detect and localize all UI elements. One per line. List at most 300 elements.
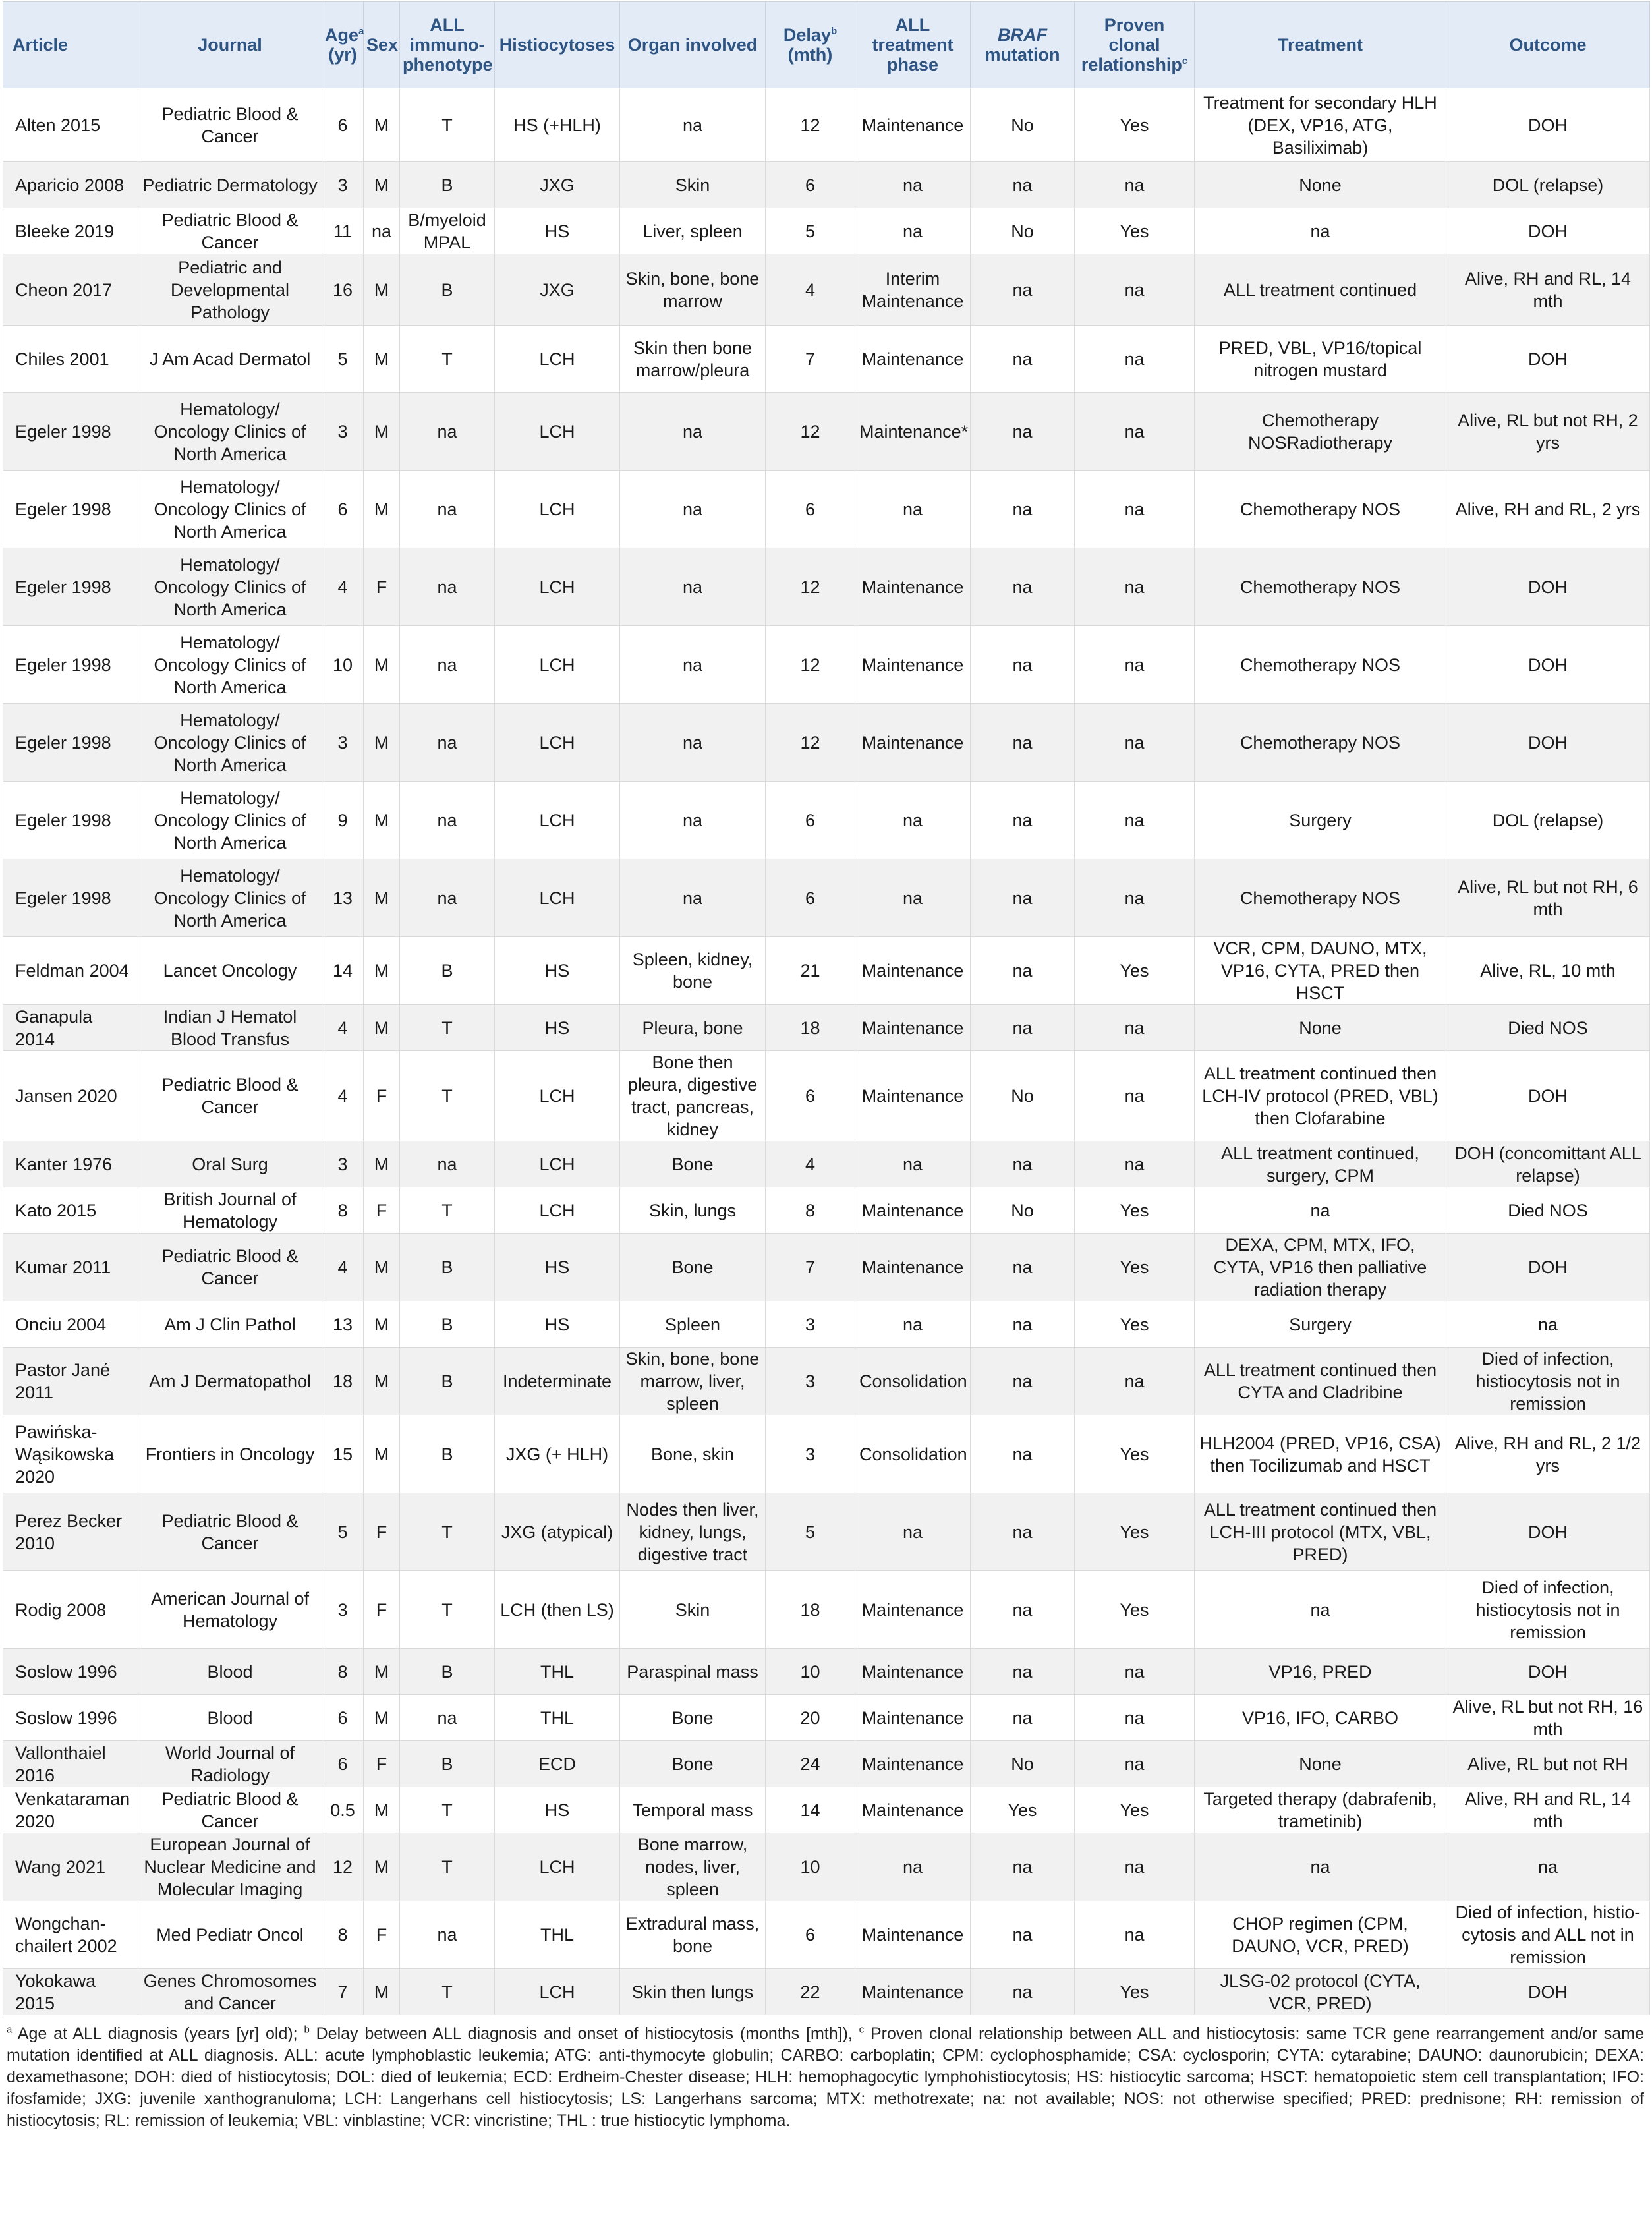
cell-age: 4 [322,1051,364,1141]
cell-organ: Spleen [620,1301,766,1348]
cell-journal: Hematology/ Oncology Clinics of North America [138,782,322,859]
cell-histiocytosis: THL [495,1695,620,1741]
cell-journal: Hematology/ Oncology Clinics of North America [138,471,322,548]
cell-clonal: na [1075,1348,1195,1415]
cell-delay: 18 [766,1005,855,1051]
cell-outcome: DOH [1446,88,1650,162]
cell-outcome: DOH [1446,1649,1650,1695]
cell-immunophenotype: na [400,704,495,782]
cell-phase: Maintenance [855,1741,971,1787]
cell-outcome: Alive, RH and RL, 2 yrs [1446,471,1650,548]
cell-phase: na [855,1141,971,1187]
cell-histiocytosis: LCH [495,548,620,626]
cell-age: 4 [322,1234,364,1301]
cell-organ: Bone marrow, nodes, liver, spleen [620,1833,766,1901]
cell-article: Chiles 2001 [3,326,138,393]
cell-delay: 6 [766,471,855,548]
cell-delay: 12 [766,88,855,162]
cell-article: Venkataraman 2020 [3,1787,138,1833]
cell-phase: Maintenance [855,704,971,782]
cell-article: Egeler 1998 [3,704,138,782]
cell-outcome: na [1446,1301,1650,1348]
cell-article: Ganapula 2014 [3,1005,138,1051]
cell-journal: Pediatric Blood & Cancer [138,1051,322,1141]
cell-braf: No [971,1051,1075,1141]
cell-sex: F [364,1051,400,1141]
cell-outcome: Alive, RL but not RH, 6 mth [1446,859,1650,937]
cell-histiocytosis: ECD [495,1741,620,1787]
cell-histiocytosis: LCH [495,626,620,704]
cell-outcome: Alive, RL but not RH, 2 yrs [1446,393,1650,471]
header-outcome: Outcome [1446,2,1650,88]
cell-delay: 6 [766,782,855,859]
cell-clonal: na [1075,626,1195,704]
cell-journal: Hematology/ Oncology Clinics of North America [138,548,322,626]
cell-age: 6 [322,88,364,162]
cell-delay: 3 [766,1301,855,1348]
cell-delay: 4 [766,1141,855,1187]
cell-histiocytosis: LCH [495,393,620,471]
cell-treatment: Chemotherapy NOSRadiotherapy [1195,393,1446,471]
cell-immunophenotype: na [400,548,495,626]
cell-treatment: ALL treatment continued, surgery, CPM [1195,1141,1446,1187]
cell-histiocytosis: HS [495,208,620,254]
cell-delay: 5 [766,208,855,254]
cell-journal: American Journal of Hematology [138,1571,322,1649]
cell-clonal: Yes [1075,1415,1195,1493]
cell-outcome: Alive, RH and RL, 14 mth [1446,254,1650,326]
cell-journal: Med Pediatr Oncol [138,1901,322,1969]
cell-treatment: na [1195,1833,1446,1901]
table-row [3,1493,1650,1571]
cell-organ: Skin [620,162,766,208]
cell-treatment: None [1195,162,1446,208]
cell-phase: Maintenance [855,937,971,1005]
table-row [3,326,1650,393]
cell-histiocytosis: JXG (atypical) [495,1493,620,1571]
cell-braf: na [971,1348,1075,1415]
case-table [3,1,1650,2015]
table-row [3,254,1650,326]
cell-clonal: na [1075,782,1195,859]
cell-organ: Extradural mass, bone [620,1901,766,1969]
cell-delay: 18 [766,1571,855,1649]
cell-age: 15 [322,1415,364,1493]
table-row [3,1969,1650,2015]
cell-treatment: Chemotherapy NOS [1195,471,1446,548]
cell-sex: M [364,704,400,782]
header-article: Article [3,2,138,88]
cell-treatment: na [1195,1187,1446,1234]
cell-sex: F [364,1741,400,1787]
cell-clonal: na [1075,1141,1195,1187]
cell-immunophenotype: B/myeloid MPAL [400,208,495,254]
cell-clonal: na [1075,254,1195,326]
cell-delay: 7 [766,1234,855,1301]
table-row [3,937,1650,1005]
cell-clonal: na [1075,1741,1195,1787]
cell-phase: na [855,782,971,859]
cell-phase: na [855,1833,971,1901]
cell-article: Egeler 1998 [3,471,138,548]
table-row [3,1833,1650,1901]
footnote: $^a$ Age at ALL diagnosis (years [yr] old); $^b$ Delay between ALL diagnosis and onset of histiocytosis (months [mth]), $^c$ Proven clonal relationship between ALL and histiocytosis: same TCR gene rearrangement and/or same mutation identified at ALL diagnosis. ALL: acute lymphoblastic leukemia; ATG: anti-thymocyte globulin; CARBO: carboplatin; CPM: cyclophosphamide; CSA: cyclosporin; CYTA: cytarabine; DAUNO: daunorubicin; DEXA: dexamethasone; DOH: died of histiocytosis; DOL: died of leukemia; ECD: Erdheim-Chester disease; HLH: hemophagocytic lymphohistiocytosis; HS: histiocytic sarcoma; HSCT: hematopoietic stem cell transplantation; IFO: ifosfamide; JXG: juvenile xanthogranuloma; LCH: Langerhans cell histiocytosis; LS: Langerhans sarcoma; MTX: methotrexate; na: not available; NOS: not otherwise specified; PRED: prednisone; RH: remission of histiocytosis; RL: remission of leukemia; VBL: vinblastine; VCR: vincristine; THL : true histiocytic lymphoma. [7,2024,1644,2130]
cell-treatment: None [1195,1005,1446,1051]
cell-sex: M [364,393,400,471]
cell-histiocytosis: LCH [495,1833,620,1901]
cell-outcome: Died of infection, histiocytosis not in remission [1446,1348,1650,1415]
cell-braf: na [971,548,1075,626]
cell-immunophenotype: B [400,1301,495,1348]
cell-immunophenotype: T [400,1493,495,1571]
cell-clonal: na [1075,1005,1195,1051]
cell-clonal: Yes [1075,1571,1195,1649]
cell-phase: Maintenance [855,326,971,393]
cell-clonal: Yes [1075,208,1195,254]
cell-journal: Pediatric Blood & Cancer [138,1234,322,1301]
cell-clonal: na [1075,1051,1195,1141]
cell-clonal: Yes [1075,1787,1195,1833]
cell-outcome: DOH [1446,326,1650,393]
cell-age: 6 [322,1695,364,1741]
cell-immunophenotype: na [400,859,495,937]
cell-article: Pawińska-Wąsikowska 2020 [3,1415,138,1493]
cell-journal: Indian J Hematol Blood Transfus [138,1005,322,1051]
cell-immunophenotype: B [400,937,495,1005]
cell-sex: M [364,1141,400,1187]
cell-clonal: Yes [1075,1301,1195,1348]
cell-article: Kumar 2011 [3,1234,138,1301]
cell-journal: Hematology/ Oncology Clinics of North America [138,704,322,782]
table-row [3,1301,1650,1348]
cell-outcome: DOH [1446,1234,1650,1301]
cell-organ: Skin [620,1571,766,1649]
cell-organ: Skin then lungs [620,1969,766,2015]
cell-age: 8 [322,1187,364,1234]
cell-braf: Yes [971,1787,1075,1833]
cell-outcome: Died of infection, histio-cytosis and ALL not in remission [1446,1901,1650,1969]
cell-organ: Paraspinal mass [620,1649,766,1695]
cell-outcome: DOH [1446,208,1650,254]
cell-phase: Maintenance [855,626,971,704]
cell-phase: Consolidation [855,1415,971,1493]
cell-treatment: Chemotherapy NOS [1195,626,1446,704]
cell-phase: Maintenance* [855,393,971,471]
cell-sex: M [364,782,400,859]
cell-clonal: na [1075,471,1195,548]
cell-journal: Pediatric Blood & Cancer [138,208,322,254]
cell-treatment: na [1195,208,1446,254]
cell-clonal: na [1075,1695,1195,1741]
table-row [3,1348,1650,1415]
cell-histiocytosis: Indeterminate [495,1348,620,1415]
cell-treatment: PRED, VBL, VP16/topical nitrogen mustard [1195,326,1446,393]
cell-immunophenotype: B [400,1741,495,1787]
cell-immunophenotype: T [400,1833,495,1901]
cell-immunophenotype: T [400,1571,495,1649]
cell-age: 3 [322,704,364,782]
cell-delay: 20 [766,1695,855,1741]
cell-treatment: ALL treatment continued then CYTA and Cladribine [1195,1348,1446,1415]
cell-histiocytosis: JXG [495,254,620,326]
cell-article: Feldman 2004 [3,937,138,1005]
header-braf: BRAF mutation [971,2,1075,88]
cell-age: 4 [322,1005,364,1051]
cell-organ: Pleura, bone [620,1005,766,1051]
cell-age: 12 [322,1833,364,1901]
cell-treatment: ALL treatment continued [1195,254,1446,326]
cell-organ: na [620,88,766,162]
cell-treatment: Chemotherapy NOS [1195,704,1446,782]
cell-delay: 12 [766,393,855,471]
cell-histiocytosis: LCH [495,704,620,782]
cell-clonal: Yes [1075,937,1195,1005]
cell-histiocytosis: LCH [495,1051,620,1141]
cell-organ: Bone then pleura, digestive tract, pancreas, kidney [620,1051,766,1141]
cell-braf: na [971,254,1075,326]
cell-clonal: na [1075,548,1195,626]
cell-sex: M [364,937,400,1005]
cell-journal: Oral Surg [138,1141,322,1187]
cell-braf: na [971,1969,1075,2015]
cell-immunophenotype: T [400,1005,495,1051]
cell-sex: F [364,1571,400,1649]
cell-organ: Temporal mass [620,1787,766,1833]
cell-clonal: na [1075,162,1195,208]
cell-braf: na [971,1301,1075,1348]
table-row [3,208,1650,254]
cell-age: 14 [322,937,364,1005]
cell-journal: Lancet Oncology [138,937,322,1005]
cell-journal: Hematology/ Oncology Clinics of North America [138,393,322,471]
cell-histiocytosis: LCH [495,471,620,548]
cell-outcome: DOH [1446,1969,1650,2015]
cell-outcome: Alive, RL but not RH [1446,1741,1650,1787]
cell-article: Kanter 1976 [3,1141,138,1187]
cell-sex: M [364,1969,400,2015]
cell-clonal: Yes [1075,1493,1195,1571]
cell-phase: na [855,471,971,548]
cell-article: Wang 2021 [3,1833,138,1901]
cell-sex: na [364,208,400,254]
cell-article: Egeler 1998 [3,782,138,859]
cell-treatment: Surgery [1195,1301,1446,1348]
cell-sex: F [364,1901,400,1969]
cell-sex: M [364,1348,400,1415]
cell-organ: Skin then bone marrow/pleura [620,326,766,393]
cell-sex: M [364,326,400,393]
cell-age: 11 [322,208,364,254]
cell-braf: na [971,859,1075,937]
cell-treatment: Treatment for secondary HLH (DEX, VP16, ATG, Basiliximab) [1195,88,1446,162]
cell-phase: Maintenance [855,1787,971,1833]
cell-sex: M [364,162,400,208]
cell-braf: na [971,1649,1075,1695]
cell-age: 13 [322,1301,364,1348]
cell-article: Wongchan-chailert 2002 [3,1901,138,1969]
cell-histiocytosis: LCH (then LS) [495,1571,620,1649]
cell-outcome: DOL (relapse) [1446,782,1650,859]
cell-age: 9 [322,782,364,859]
cell-journal: Pediatric Blood & Cancer [138,1493,322,1571]
cell-histiocytosis: HS [495,1005,620,1051]
table-body [3,88,1650,2015]
cell-phase: Maintenance [855,1005,971,1051]
cell-histiocytosis: JXG (+ HLH) [495,1415,620,1493]
cell-phase: Maintenance [855,1187,971,1234]
cell-organ: Bone, skin [620,1415,766,1493]
cell-delay: 10 [766,1833,855,1901]
table-row [3,1005,1650,1051]
table-row [3,1141,1650,1187]
header-sex: Sex [364,2,400,88]
cell-journal: Hematology/ Oncology Clinics of North America [138,626,322,704]
cell-histiocytosis: LCH [495,1187,620,1234]
cell-article: Alten 2015 [3,88,138,162]
cell-clonal: Yes [1075,1234,1195,1301]
cell-outcome: Alive, RL but not RH, 16 mth [1446,1695,1650,1741]
cell-phase: Maintenance [855,1649,971,1695]
cell-article: Pastor Jané 2011 [3,1348,138,1415]
cell-outcome: Alive, RL, 10 mth [1446,937,1650,1005]
cell-outcome: Died NOS [1446,1187,1650,1234]
cell-treatment: HLH2004 (PRED, VP16, CSA) then Tocilizumab and HSCT [1195,1415,1446,1493]
cell-organ: Bone [620,1741,766,1787]
cell-organ: na [620,859,766,937]
table-row [3,626,1650,704]
cell-braf: na [971,782,1075,859]
cell-sex: F [364,548,400,626]
cell-outcome: na [1446,1833,1650,1901]
table-row [3,1187,1650,1234]
cell-article: Egeler 1998 [3,393,138,471]
cell-immunophenotype: B [400,1415,495,1493]
cell-braf: na [971,1695,1075,1741]
cell-immunophenotype: B [400,254,495,326]
cell-article: Soslow 1996 [3,1695,138,1741]
cell-organ: na [620,626,766,704]
cell-histiocytosis: LCH [495,1141,620,1187]
cell-immunophenotype: na [400,626,495,704]
cell-sex: M [364,1787,400,1833]
cell-phase: Maintenance [855,1901,971,1969]
cell-treatment: Surgery [1195,782,1446,859]
cell-histiocytosis: HS [495,1301,620,1348]
header-histiocytoses: Histiocytoses [495,2,620,88]
cell-histiocytosis: HS [495,937,620,1005]
cell-treatment: na [1195,1571,1446,1649]
cell-braf: na [971,1833,1075,1901]
cell-article: Jansen 2020 [3,1051,138,1141]
cell-histiocytosis: LCH [495,326,620,393]
cell-treatment: Chemotherapy NOS [1195,548,1446,626]
cell-outcome: DOH (concomittant ALL relapse) [1446,1141,1650,1187]
cell-age: 5 [322,326,364,393]
cell-journal: Pediatric Blood & Cancer [138,1787,322,1833]
cell-braf: na [971,626,1075,704]
cell-article: Rodig 2008 [3,1571,138,1649]
cell-braf: na [971,704,1075,782]
cell-clonal: na [1075,393,1195,471]
cell-phase: na [855,1493,971,1571]
cell-age: 3 [322,162,364,208]
cell-delay: 4 [766,254,855,326]
cell-treatment: None [1195,1741,1446,1787]
cell-braf: na [971,1571,1075,1649]
cell-journal: European Journal of Nuclear Medicine and Molecular Imaging [138,1833,322,1901]
table-header [3,2,1650,88]
table-row [3,471,1650,548]
cell-treatment: ALL treatment continued then LCH-III protocol (MTX, VBL, PRED) [1195,1493,1446,1571]
table-row [3,1415,1650,1493]
cell-treatment: VCR, CPM, DAUNO, MTX, VP16, CYTA, PRED then HSCT [1195,937,1446,1005]
cell-journal: Genes Chromosomes and Cancer [138,1969,322,2015]
cell-immunophenotype: T [400,1787,495,1833]
cell-immunophenotype: na [400,471,495,548]
cell-organ: Bone [620,1234,766,1301]
cell-outcome: DOH [1446,1493,1650,1571]
cell-delay: 10 [766,1649,855,1695]
cell-age: 10 [322,626,364,704]
cell-delay: 6 [766,1051,855,1141]
cell-clonal: Yes [1075,1187,1195,1234]
cell-histiocytosis: JXG [495,162,620,208]
cell-article: Egeler 1998 [3,548,138,626]
cell-braf: na [971,1005,1075,1051]
cell-sex: M [364,471,400,548]
header-treatment: Treatment [1195,2,1446,88]
cell-journal: British Journal of Hematology [138,1187,322,1234]
cell-clonal: na [1075,859,1195,937]
cell-delay: 12 [766,548,855,626]
cell-sex: M [364,1649,400,1695]
cell-journal: Blood [138,1649,322,1695]
cell-braf: na [971,326,1075,393]
cell-journal: Frontiers in Oncology [138,1415,322,1493]
cell-age: 4 [322,548,364,626]
cell-journal: Am J Clin Pathol [138,1301,322,1348]
cell-braf: na [971,1234,1075,1301]
cell-sex: F [364,1493,400,1571]
cell-phase: Maintenance [855,548,971,626]
cell-phase: Maintenance [855,88,971,162]
cell-histiocytosis: HS [495,1234,620,1301]
cell-article: Kato 2015 [3,1187,138,1234]
cell-phase: Maintenance [855,1051,971,1141]
cell-immunophenotype: T [400,1187,495,1234]
cell-article: Soslow 1996 [3,1649,138,1695]
cell-organ: Liver, spleen [620,208,766,254]
cell-delay: 14 [766,1787,855,1833]
cell-clonal: na [1075,326,1195,393]
cell-organ: Spleen, kidney, bone [620,937,766,1005]
cell-delay: 12 [766,704,855,782]
cell-immunophenotype: B [400,162,495,208]
cell-outcome: Alive, RH and RL, 2 1/2 yrs [1446,1415,1650,1493]
cell-organ: na [620,548,766,626]
cell-braf: na [971,162,1075,208]
cell-clonal: Yes [1075,88,1195,162]
cell-sex: M [364,626,400,704]
cell-sex: M [364,88,400,162]
cell-braf: na [971,1493,1075,1571]
table-row [3,1695,1650,1741]
cell-phase: Consolidation [855,1348,971,1415]
cell-delay: 21 [766,937,855,1005]
cell-braf: na [971,1141,1075,1187]
cell-age: 3 [322,1571,364,1649]
cell-age: 8 [322,1901,364,1969]
